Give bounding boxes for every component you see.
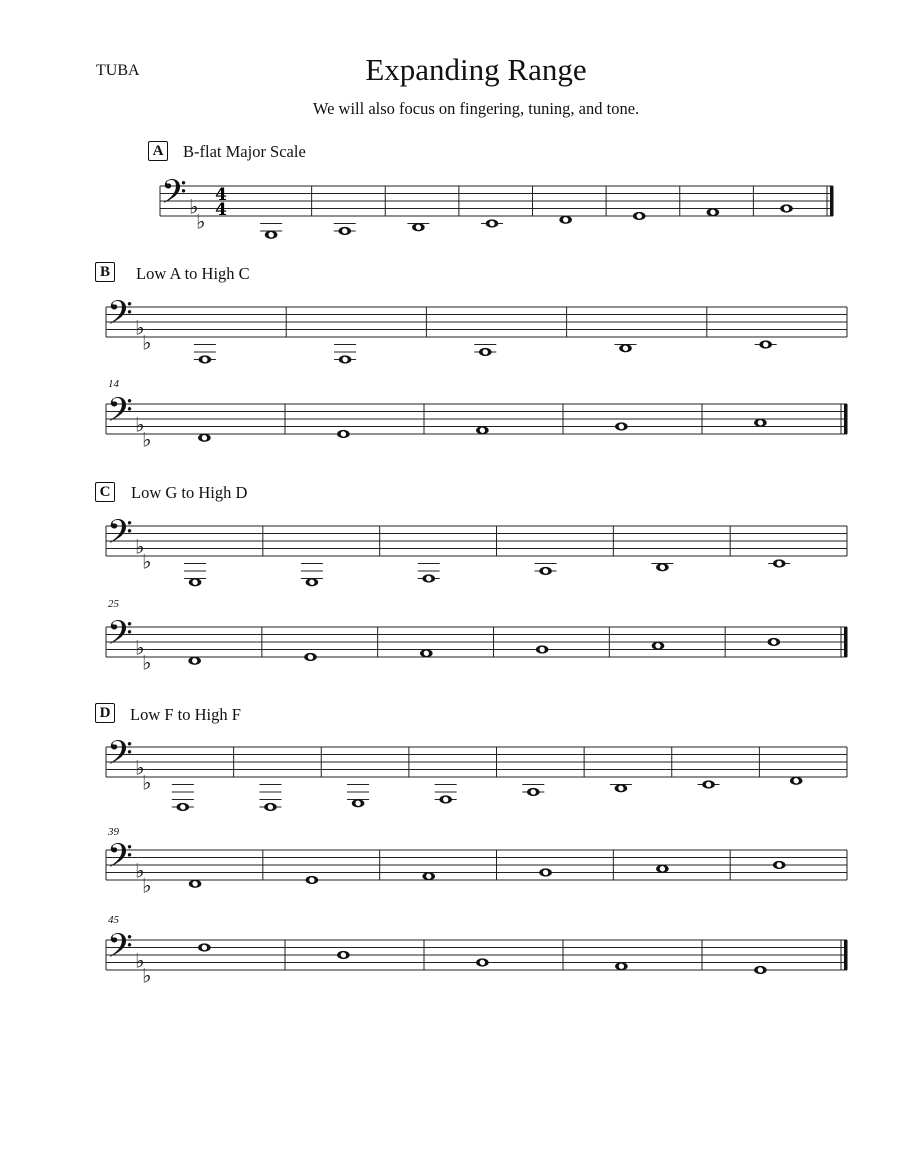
whole-note — [790, 777, 803, 785]
time-signature-numerator: 4 — [215, 185, 227, 205]
staff-system — [106, 391, 848, 451]
whole-note — [707, 208, 720, 216]
bass-clef-icon: 𝄢 — [107, 837, 133, 884]
flat-icon: ♭ — [196, 209, 206, 234]
section-label-d: Low F to High F — [130, 705, 241, 724]
whole-note — [422, 872, 435, 880]
whole-note — [306, 876, 319, 884]
section-letter-d: D — [95, 703, 115, 723]
bass-clef-icon: 𝄢 — [161, 173, 187, 220]
staff-system — [106, 513, 847, 586]
whole-note — [420, 649, 433, 657]
final-barline-thick — [844, 404, 848, 434]
whole-note — [422, 574, 435, 582]
section-letter-a: A — [148, 141, 168, 161]
whole-note — [656, 563, 669, 571]
whole-note — [188, 657, 201, 665]
whole-note — [773, 559, 786, 567]
flat-icon: ♭ — [142, 873, 152, 898]
whole-note — [198, 434, 211, 442]
time-signature-denominator: 4 — [215, 200, 227, 220]
bass-clef-icon: 𝄢 — [107, 734, 133, 781]
whole-note — [177, 803, 190, 811]
whole-note — [189, 880, 202, 888]
bass-clef-icon: 𝄢 — [107, 927, 133, 974]
whole-note — [352, 799, 365, 807]
section-label-c: Low G to High D — [131, 483, 248, 502]
whole-note — [702, 780, 715, 788]
bass-clef-icon: 𝄢 — [107, 614, 133, 661]
whole-note — [476, 958, 489, 966]
section-label-b: Low A to High C — [136, 264, 250, 283]
whole-note — [304, 653, 317, 661]
final-barline-thick — [844, 627, 848, 657]
whole-note — [633, 212, 646, 220]
staff-system — [160, 173, 834, 239]
whole-note — [759, 340, 772, 348]
whole-note — [486, 219, 499, 227]
bass-clef-icon: 𝄢 — [107, 513, 133, 560]
whole-note — [656, 865, 669, 873]
staff-system — [106, 614, 848, 674]
whole-note — [615, 422, 628, 430]
measure-number-14: 14 — [108, 378, 119, 390]
whole-note — [199, 355, 212, 363]
whole-note — [615, 784, 628, 792]
flat-icon: ♭ — [135, 315, 145, 340]
whole-note — [539, 868, 552, 876]
section-letter-c: C — [95, 482, 115, 502]
whole-note — [754, 966, 767, 974]
whole-note — [559, 216, 572, 224]
whole-note — [306, 578, 319, 586]
whole-note — [338, 227, 351, 235]
whole-note — [754, 419, 767, 427]
whole-note — [615, 962, 628, 970]
instrument-name: TUBA — [96, 62, 140, 79]
page-title: Expanding Range — [365, 52, 587, 87]
whole-note — [265, 231, 278, 239]
whole-note — [652, 642, 665, 650]
whole-note — [773, 861, 786, 869]
flat-icon: ♭ — [135, 755, 145, 780]
page-subtitle: We will also focus on fingering, tuning, and tone. — [312, 99, 640, 118]
whole-note — [264, 803, 277, 811]
staff-system — [106, 294, 847, 363]
staff-system — [106, 734, 847, 811]
flat-icon: ♭ — [142, 330, 152, 355]
flat-icon: ♭ — [135, 412, 145, 437]
flat-icon: ♭ — [142, 650, 152, 675]
flat-icon: ♭ — [142, 770, 152, 795]
flat-icon: ♭ — [142, 549, 152, 574]
whole-note — [412, 223, 425, 231]
measure-number-25: 25 — [108, 598, 119, 610]
whole-note — [619, 344, 632, 352]
whole-note — [439, 795, 452, 803]
flat-icon: ♭ — [135, 948, 145, 973]
section-letter-b: B — [95, 262, 115, 282]
section-label-a: B-flat Major Scale — [183, 142, 306, 161]
measure-number-45: 45 — [108, 914, 119, 926]
whole-note — [479, 348, 492, 356]
staff-system — [106, 837, 847, 897]
flat-icon: ♭ — [142, 963, 152, 988]
whole-note — [337, 951, 350, 959]
measure-number-39: 39 — [108, 826, 119, 838]
whole-note — [536, 645, 549, 653]
flat-icon: ♭ — [135, 635, 145, 660]
flat-icon: ♭ — [135, 534, 145, 559]
whole-note — [337, 430, 350, 438]
whole-note — [339, 355, 352, 363]
final-barline-thick — [830, 186, 834, 216]
staff-system — [106, 927, 848, 987]
whole-note — [768, 638, 781, 646]
flat-icon: ♭ — [135, 858, 145, 883]
whole-note — [476, 426, 489, 434]
bass-clef-icon: 𝄢 — [107, 294, 133, 341]
flat-icon: ♭ — [142, 427, 152, 452]
whole-note — [780, 204, 793, 212]
bass-clef-icon: 𝄢 — [107, 391, 133, 438]
whole-note — [539, 567, 552, 575]
whole-note — [527, 788, 540, 796]
whole-note — [198, 943, 211, 951]
whole-note — [189, 578, 202, 586]
flat-icon: ♭ — [189, 194, 199, 219]
final-barline-thick — [844, 940, 848, 970]
